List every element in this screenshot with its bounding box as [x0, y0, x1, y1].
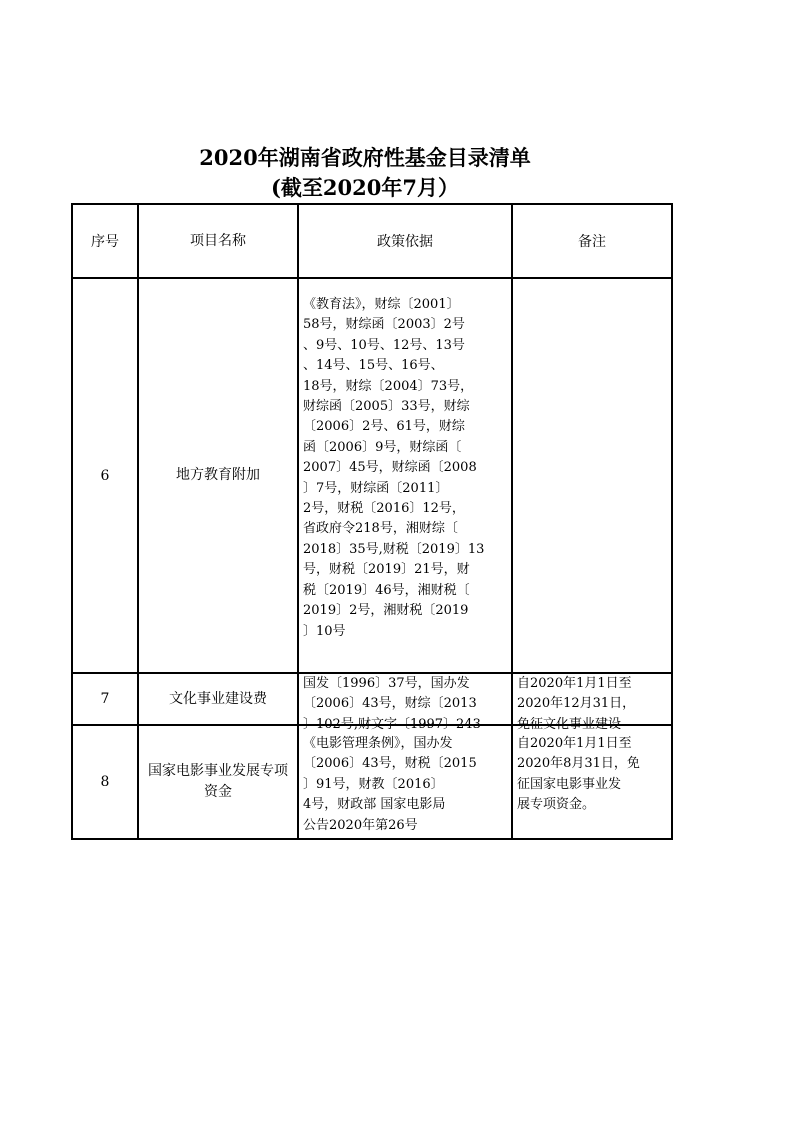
- row-policy-basis: 《教育法》，财综〔2001〕 58号，财综函〔2003〕2号 、9号、10号、12号、13号 、14号、15号、16号、 18号，财综〔2004〕73号， 财综函〔2005〕33号，财综 〔2006〕2号、61号，财综 函〔2006〕9号，财综函〔 2007〕45号，财综函〔2008 〕7号，财综函〔2011〕 2号，财税〔2016〕12号， 省政府令218号，湘财综〔 2018〕35号,财税〔2019〕13 号，财税〔2019〕21号，财 税〔2019〕46号，湘财税〔 2019〕2号，湘财税〔2019 〕10号: [303, 297, 485, 639]
- row-index: 8: [72, 725, 138, 839]
- row-project-name: 文化事业建设费: [138, 673, 298, 725]
- row-remarks-cell: [512, 278, 672, 673]
- row-remarks: 自2020年1月1日至 2020年8月31日，免 征国家电影事业发 展专项资金。: [517, 736, 640, 813]
- header-policy-basis: 政策依据: [298, 204, 512, 278]
- fund-catalog-table: [71, 203, 673, 840]
- row-project-name: 国家电影事业发展专项资金: [138, 725, 298, 839]
- row-index: 7: [72, 673, 138, 725]
- row-policy-basis: 《电影管理条例》，国办发 〔2006〕43号，财税〔2015 〕91号，财教〔2016〕 4号，财政部 国家电影局 公告2020年第26号: [303, 736, 477, 833]
- row-policy-basis-cell: [298, 673, 512, 732]
- row-remarks-cell: [512, 673, 672, 732]
- header-project-name: 项目名称: [138, 204, 298, 278]
- row-remarks: 自2020年1月1日至 2020年12月31日， 免征文化事业建设: [517, 676, 636, 732]
- row-index: 6: [72, 278, 138, 673]
- row-project-name: 地方教育附加: [138, 278, 298, 673]
- row-remarks-cell: [512, 725, 672, 839]
- table-header-row: [72, 204, 672, 278]
- header-remarks: 备注: [512, 204, 672, 278]
- row-policy-basis: 国发〔1996〕37号，国办发 〔2006〕43号，财综〔2013 〕102号,财文字〔1997〕243: [303, 676, 481, 732]
- table-row: [72, 673, 672, 725]
- document-title: 2020年湖南省政府性基金目录清单: [199, 145, 531, 170]
- document-subtitle: (截至2020年7月）: [271, 175, 459, 200]
- table-row: [72, 725, 672, 839]
- row-policy-basis-cell: [298, 278, 512, 673]
- row-policy-basis-cell: [298, 725, 512, 839]
- header-index: 序号: [72, 204, 138, 278]
- table-row: [72, 278, 672, 673]
